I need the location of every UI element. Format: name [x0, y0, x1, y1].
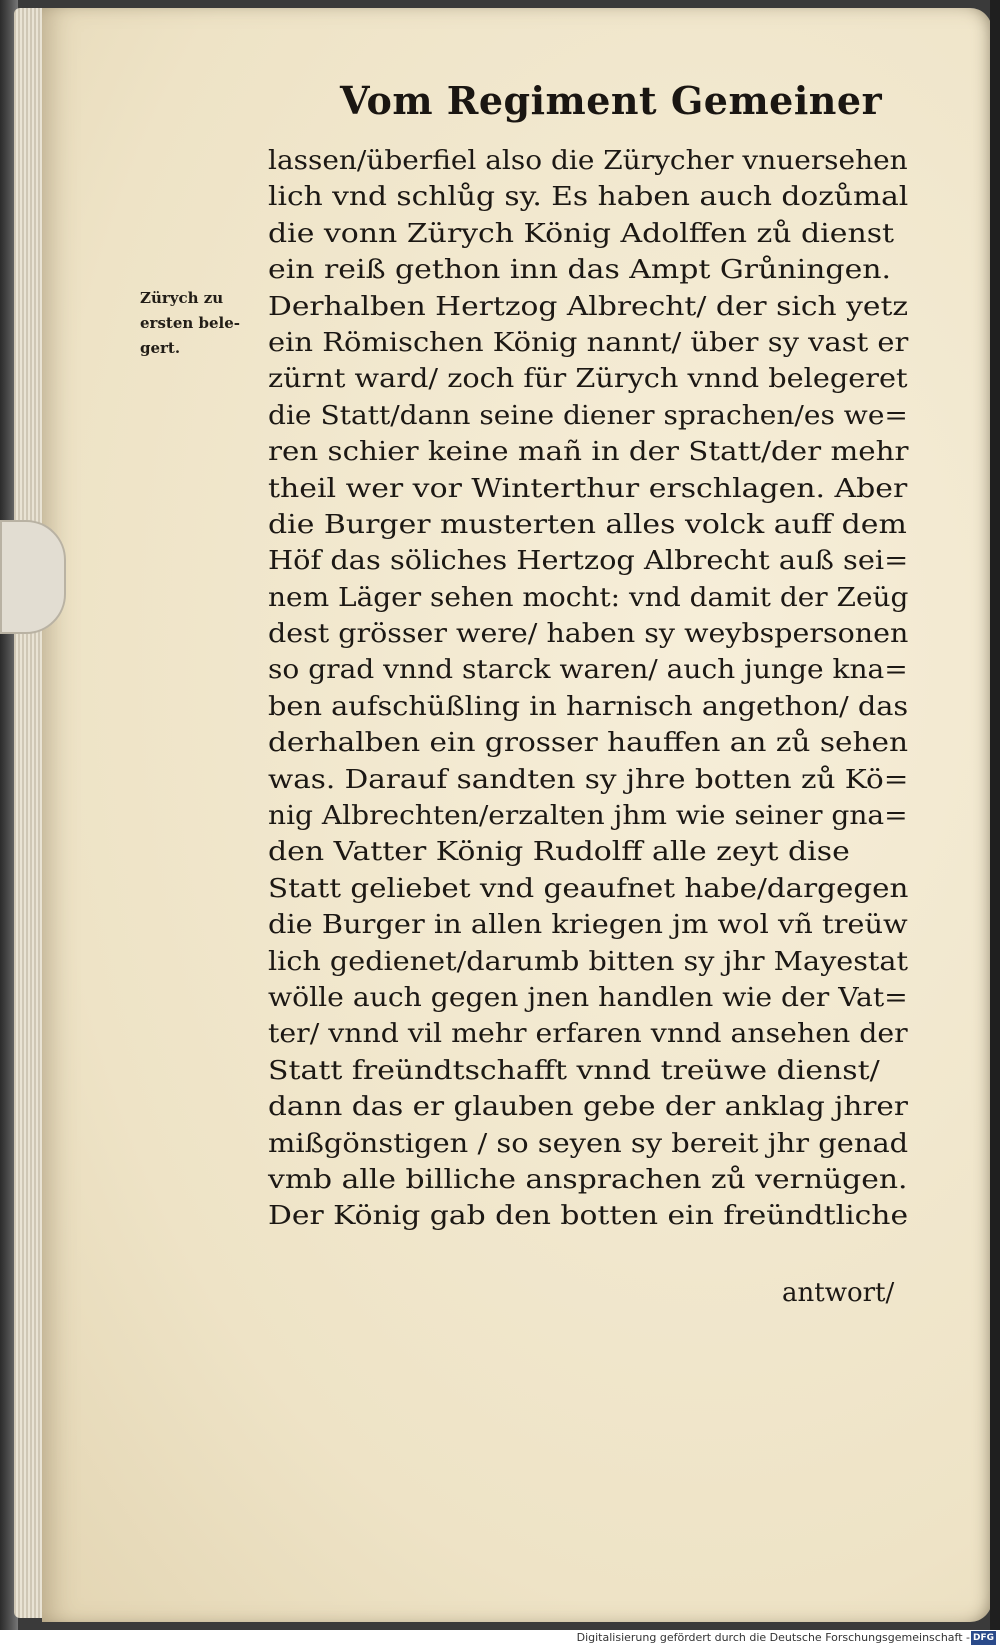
- text-line: ein reiß gethon inn das Ampt Grůningen.: [268, 255, 892, 286]
- text-line: mißgönstigen / so seyen sy bereit jhr genad: [268, 1128, 909, 1159]
- body-text: [268, 143, 928, 1235]
- text-line: Höf das söliches Hertzog Albrecht auß sei=: [268, 546, 909, 577]
- text-line: was. Darauf sandten sy jhre botten zů Kö=: [268, 764, 909, 795]
- margin-note: [140, 286, 270, 361]
- margin-note-line: Zürych zu: [140, 289, 224, 307]
- dfg-logo: DFG: [972, 1633, 994, 1643]
- page-clasp: [0, 520, 66, 634]
- text-line: Derhalben Hertzog Albrecht/ der sich yetz: [268, 291, 909, 322]
- text-line: dest grösser were/ haben sy weybspersonen: [268, 619, 909, 650]
- text-line: lich gedienet/darumb bitten sy jhr Mayestat: [268, 946, 909, 977]
- running-header: Vom Regiment Gemeiner: [340, 78, 883, 123]
- text-line: ren schier keine mañ in der Statt/der mehr: [268, 437, 909, 468]
- text-line: ein Römischen König nannt/ über sy vast er: [268, 327, 909, 358]
- text-line: die vonn Zürych König Adolffen zů dienst: [268, 218, 895, 249]
- margin-note-line: ersten bele-: [140, 314, 240, 332]
- margin-note-line: gert.: [140, 339, 181, 357]
- text-line: Statt freündtschafft vnnd treüwe dienst/: [268, 1055, 880, 1086]
- text-line: lich vnd schlůg sy. Es haben auch dozůmal: [268, 182, 909, 213]
- text-line: Der König gab den botten ein freündtliche: [268, 1201, 909, 1232]
- text-line: nem Läger sehen mocht: vnd damit der Zeüg: [268, 582, 909, 613]
- text-line: lassen/überfiel also die Zürycher vnuersehen: [268, 146, 908, 176]
- text-line: nig Albrechten/erzalten jhm wie seiner gna=: [268, 801, 908, 832]
- text-line: ter/ vnnd vil mehr erfaren vnnd ansehen der: [268, 1019, 908, 1050]
- funding-credit: Digitalisierung gefördert durch die Deutsche Forschungsgemeinschaft -: [576, 1631, 970, 1644]
- text-line: Statt geliebet vnd geaufnet habe/dargegen: [268, 873, 909, 904]
- text-line: dann das er glauben gebe der anklag jhrer: [268, 1092, 908, 1123]
- text-line: die Statt/dann seine diener sprachen/es we=: [268, 400, 908, 431]
- text-line: so grad vnnd starck waren/ auch junge kna=: [268, 655, 908, 686]
- text-line: theil wer vor Winterthur erschlagen. Aber: [268, 473, 908, 504]
- catchword: antwort/: [782, 1278, 895, 1308]
- text-line: den Vatter König Rudolff alle zeyt dise: [268, 837, 850, 868]
- text-line: ben aufschüßling in harnisch angethon/ das: [268, 691, 909, 722]
- text-line: derhalben ein grosser hauffen an zů sehen: [268, 728, 909, 759]
- text-line: die Burger musterten alles volck auff dem: [268, 509, 907, 540]
- text-line: wölle auch gegen jnen handlen wie der Vat=: [268, 982, 908, 1013]
- text-line: zürnt ward/ zoch für Zürych vnnd belegeret: [268, 364, 908, 395]
- text-line: vmb alle billiche ansprachen zů vernügen.: [268, 1164, 908, 1195]
- text-line: die Burger in allen kriegen jm wol vñ treüw: [268, 910, 908, 941]
